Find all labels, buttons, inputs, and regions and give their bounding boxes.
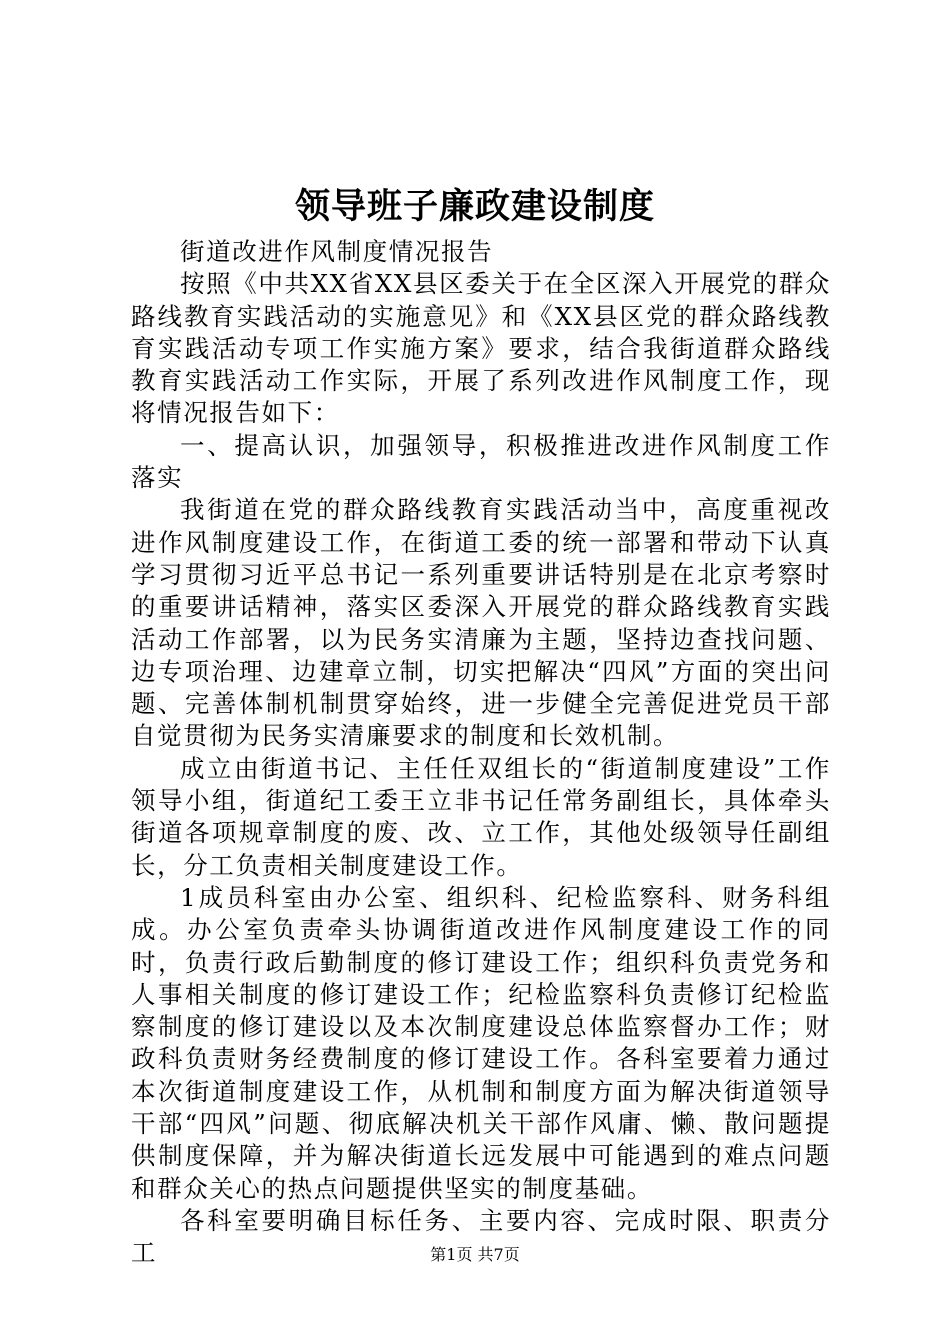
document-body	[131, 236, 831, 1270]
section-heading-1: 一、提高认识，加强领导，积极推进改进作风制度工作落实	[131, 430, 831, 493]
document-title: 领导班子廉政建设制度	[294, 186, 655, 227]
paragraph-body-1: 我街道在党的群众路线教育实践活动当中，高度重视改进作风制度建设工作，在街道工委的统一部署和带动下认真学习贯彻习近平总书记一系列重要讲话特别是在北京考察时的重要讲话精神，落实区委深入开展党的群众路线教育实践活动工作部署，以为民务实清廉为主题，坚持边查找问题、边专项治理、边建章立制，切实把解决“四风”方面的突出问题、完善体制机制贯穿始终，进一步健全完善促进党员干部自觉贯彻为民务实清廉要求的制度和长效机制。	[131, 495, 831, 751]
paragraph-body-2: 成立由街道书记、主任任双组长的“街道制度建设”工作领导小组，街道纪工委王立非书记任常务副组长，具体牵头街道各项规章制度的废、改、立工作，其他处级领导任副组长，分工负责相关制度建设工作。	[131, 753, 831, 880]
paragraph-subtitle: 街道改进作风制度情况报告	[180, 237, 494, 266]
paragraph-body-4: 各科室要明确目标任务、主要内容、完成时限、职责分工	[131, 1205, 831, 1268]
paragraph-intro: 按照《中共XX省XX县区委关于在全区深入开展党的群众路线教育实践活动的实施意见》和《XX县区党的群众路线教育实践活动专项工作实施方案》要求，结合我街道群众路线教育实践活动工作实际，开展了系列改进作风制度工作，现将情况报告如下：	[131, 269, 831, 428]
paragraph-body-3: 1成员科室由办公室、组织科、纪检监察科、财务科组成。办公室负责牵头协调街道改进作风制度建设工作的同时，负责行政后勤制度的修订建设工作；组织科负责党务和人事相关制度的修订建设工作；纪检监察科负责修订纪检监察制度的修订建设以及本次制度建设总体监察督办工作；财政科负责财务经费制度的修订建设工作。各科室要着力通过本次街道制度建设工作，从机制和制度方面为解决街道领导干部“四风”问题、彻底解决机关干部作风庸、懒、散问题提供制度保障，并为解决街道长远发展中可能遇到的难点问题和群众关心的热点问题提供坚实的制度基础。	[131, 882, 831, 1203]
page-number-footer: 第1页 共7页	[430, 1245, 520, 1264]
